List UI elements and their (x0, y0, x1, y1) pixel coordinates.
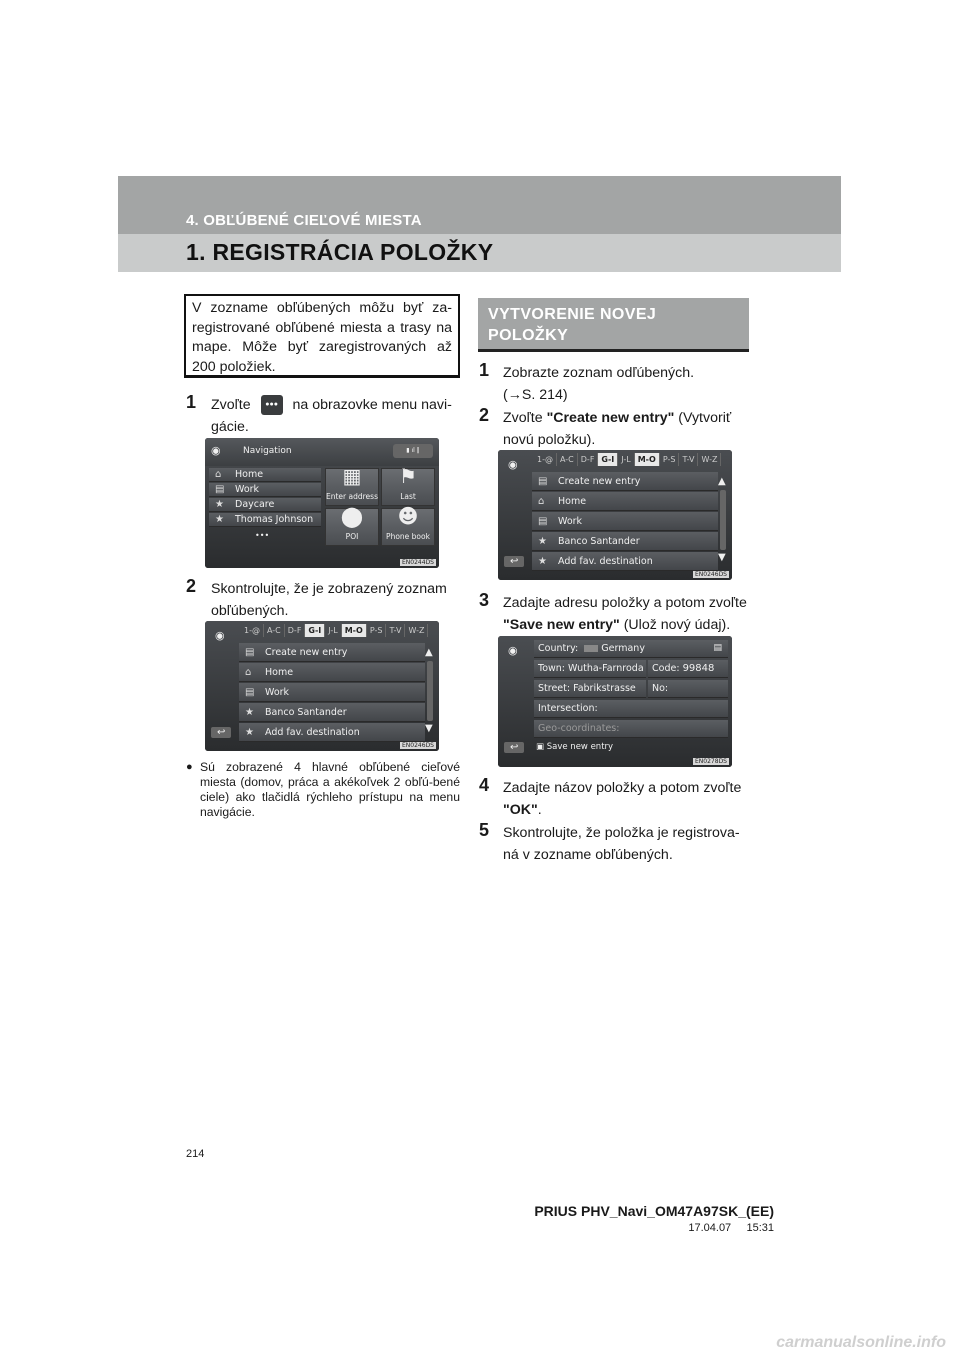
screen-code: EN0246DS (402, 742, 434, 749)
pin-icon: ⬤ (340, 504, 364, 528)
list-item: ▤ Work (239, 683, 425, 702)
section-label: 4. OBĽÚBENÉ CIEĽOVÉ MIESTA (186, 212, 422, 229)
scroll-down-icon: ▼ (425, 723, 433, 734)
scroll-up-icon: ▲ (718, 476, 726, 487)
list-icon: ▤ (245, 646, 255, 658)
doc-id: PRIUS PHV_Navi_OM47A97SK_(EE) (534, 1203, 774, 1219)
alphabet-tabs: 1-@ A-C D-F G-I J-L M-O P-S T-V W-Z (241, 624, 428, 637)
flag-icon: ⚑ (399, 464, 417, 488)
right-step-2-text: Zvoľte "Create new entry" (Vytvoriť novú položku). (503, 410, 732, 448)
screen-code: EN0244DS (402, 559, 434, 566)
bullet-icon: ● (186, 761, 193, 773)
home-icon: ⌂ (538, 495, 545, 507)
list-item: ★ Banco Santander (239, 703, 425, 722)
star-icon: ★ (245, 706, 254, 718)
page-title: 1. REGISTRÁCIA POLOŽKY (186, 239, 494, 265)
code-row: Code: 99848 (648, 660, 728, 678)
flag-icon (584, 645, 598, 652)
map-icon: ◉ (508, 458, 518, 471)
star-icon: ★ (245, 726, 254, 738)
list-item: ★ Banco Santander (532, 532, 718, 551)
back-icon: ↩ (211, 727, 231, 738)
screenshot-favorites-list-left (205, 621, 439, 751)
back-icon: ↩ (504, 742, 524, 753)
left-step-1-number: 1 (186, 392, 197, 412)
left-step-1-text (211, 394, 461, 438)
right-step-4-number: 4 (479, 775, 490, 795)
right-step-2-number: 2 (479, 405, 490, 425)
briefcase-icon: ▤ (245, 686, 255, 698)
screenshot-address-entry (498, 636, 732, 767)
map-icon: ◉ (508, 644, 518, 657)
geo-row: Geo-coordinates: (534, 720, 728, 738)
tile-phone-book: ☻ Phone book (381, 508, 435, 546)
nav-item-thomas: ★ Thomas Johnson (209, 513, 321, 527)
star-icon: ★ (538, 555, 547, 567)
back-icon: ↩ (504, 556, 524, 567)
scrollbar (720, 490, 726, 550)
left-step-1-before: Zvoľte (211, 397, 251, 413)
no-row: No: (648, 680, 728, 698)
country-row: Country: Germany ▤ (534, 640, 728, 658)
right-step-1-number: 1 (479, 360, 490, 380)
screenshot-favorites-list-right (498, 450, 732, 580)
list-item: ▤ Work (532, 512, 718, 531)
list-icon: ▤ (538, 475, 548, 487)
more-icon: ●●● (261, 395, 283, 415)
screen-code: EN0278DS (695, 758, 727, 765)
street-row: Street: Fabrikstrasse (534, 680, 646, 698)
save-entry: ▣ Save new entry (536, 742, 614, 752)
right-step-4-text: Zadajte názov položky a potom zvoľte "OK". (503, 780, 742, 818)
list-item: ▤ Create new entry (239, 643, 425, 662)
nav-item-home: ⌂ Home (209, 468, 321, 482)
left-step-1-after: na obrazovke menu navi-gácie. (211, 397, 452, 435)
nav-item-work: ▤ Work (209, 483, 321, 497)
watermark[interactable]: carmanualsonline.info (776, 1334, 946, 1351)
intersection-row: Intersection: (534, 700, 728, 718)
left-step-2-text: Skontrolujte, že je zobrazený zoznam obľúbených. (211, 581, 447, 619)
left-step-2-number: 2 (186, 576, 197, 596)
grid-icon: ▦ (342, 464, 362, 488)
page-number: 214 (186, 1148, 205, 1160)
subhead-box: VYTVORENIE NOVEJ POLOŽKY (478, 298, 749, 352)
list-item: ★ Add fav. destination (239, 723, 425, 742)
briefcase-icon: ▤ (538, 515, 548, 527)
list-item: ▤ Create new entry (532, 472, 718, 491)
map-icon: ◉ (215, 629, 225, 642)
alphabet-tabs: 1-@ A-C D-F G-I J-L M-O P-S T-V W-Z (534, 453, 721, 466)
intro-box: V zozname obľúbených môžu byť za-registrované obľúbené miesta a trasy na mape. Môže byť zaregistrovaných až 200 položiek. (184, 294, 460, 378)
list-item: ★ Add fav. destination (532, 552, 718, 571)
save-icon: ▣ (536, 742, 545, 752)
screen-code: EN0246DS (695, 571, 727, 578)
right-step-3-number: 3 (479, 590, 490, 610)
home-icon: ⌂ (215, 469, 222, 480)
nav-map-icon: ◉ (211, 444, 221, 457)
star-icon: ★ (215, 514, 224, 525)
star-icon: ★ (215, 499, 224, 510)
keyboard-icon: ▤ (713, 643, 722, 653)
nav-item-daycare: ★ Daycare (209, 498, 321, 512)
screenshot-navigation-menu (205, 438, 439, 568)
tile-enter-address: ▦ Enter address (325, 468, 379, 506)
scroll-down-icon: ▼ (718, 552, 726, 563)
right-step-1-line2: (→S. 214) (503, 387, 568, 403)
right-step-3-text: Zadajte adresu položky a potom zvoľte "Save new entry" (Ulož nový údaj). (503, 595, 747, 633)
right-step-5-number: 5 (479, 820, 490, 840)
status-icon: ▮ ıl ‖ (393, 444, 433, 458)
list-item: ⌂ Home (239, 663, 425, 682)
list-item: ⌂ Home (532, 492, 718, 511)
home-icon: ⌂ (245, 666, 252, 678)
person-icon: ☻ (397, 504, 419, 528)
scroll-up-icon: ▲ (425, 647, 433, 658)
nav-more: ••• (255, 531, 270, 540)
briefcase-icon: ▤ (215, 484, 225, 495)
nav-title: Navigation (243, 446, 292, 456)
tile-last: ⚑ Last (381, 468, 435, 506)
nav-title-bar (205, 438, 439, 466)
right-step-5-text: Skontrolujte, že položka je registrova-ná v zozname obľúbených. (503, 825, 740, 863)
doc-date: 17.04.07 15:31 (688, 1222, 774, 1234)
bullet-note: ● Sú zobrazené 4 hlavné obľúbené cieľové miesta (domov, práca a akékoľvek 2 obľú-bené ciele) ako tlačidlá rýchleho prístupu na menu navigácie. (186, 760, 460, 819)
tile-poi: ⬤ POI (325, 508, 379, 546)
scrollbar (427, 661, 433, 721)
town-row: Town: Wutha-Farnroda (534, 660, 646, 678)
star-icon: ★ (538, 535, 547, 547)
right-step-1-line1: Zobrazte zoznam odľúbených. (503, 365, 695, 381)
